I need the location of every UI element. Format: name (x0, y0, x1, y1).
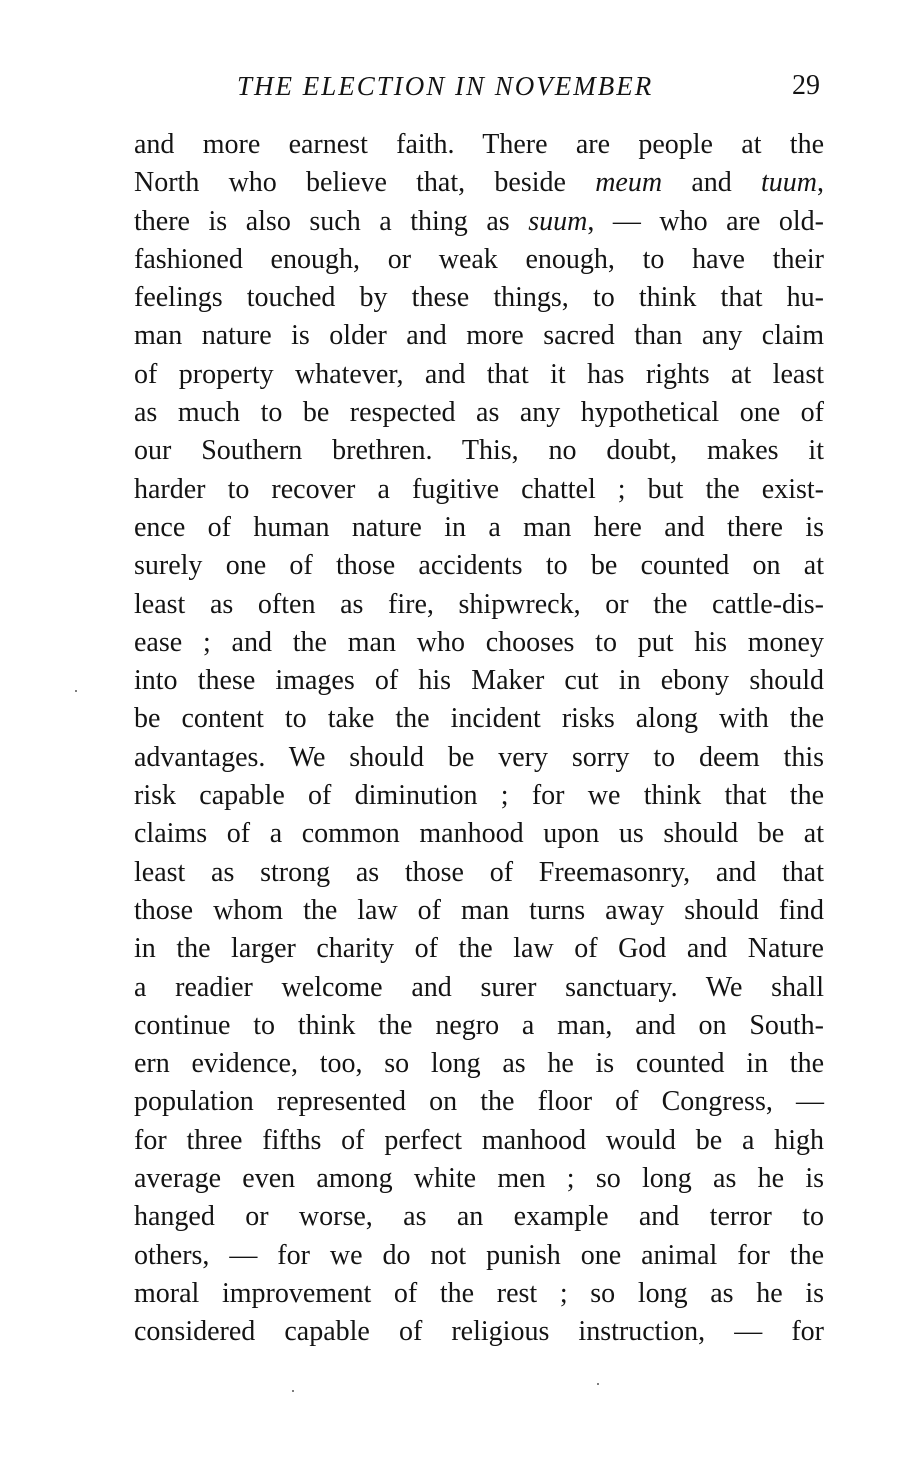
text-line (134, 509, 824, 547)
text-line (134, 1313, 824, 1351)
text-segment: our Southern brethren. This, no doubt, makes it (134, 435, 824, 467)
text-line (134, 1237, 824, 1275)
text-line (134, 1007, 824, 1045)
text-line (134, 1160, 824, 1198)
text-line (134, 126, 824, 164)
text-line (134, 1083, 824, 1121)
text-line (134, 1122, 824, 1160)
text-segment: , — who are old- (587, 205, 824, 237)
text-line (134, 739, 824, 777)
paper-speck (597, 1383, 599, 1385)
text-line (134, 854, 824, 892)
italic-word: tuum (761, 167, 817, 199)
running-title: THE ELECTION IN NOVEMBER (237, 71, 654, 101)
text-segment: least as often as fire, shipwreck, or the cattle-dis- (134, 588, 824, 620)
text-segment: fashioned enough, or weak enough, to have their (134, 243, 824, 275)
running-head (134, 66, 824, 106)
text-segment: feelings touched by these things, to think that hu- (134, 282, 824, 314)
paper-speck (292, 1390, 294, 1392)
text-segment: surely one of those accidents to be counted on at (134, 550, 824, 582)
text-line (134, 203, 824, 241)
text-line (134, 317, 824, 355)
text-segment: others, — for we do not punish one animal for the (134, 1239, 824, 1271)
text-segment: man nature is older and more sacred than any claim (134, 320, 824, 352)
text-line (134, 662, 824, 700)
text-segment: a readier welcome and surer sanctuary. We shall (134, 971, 824, 1003)
text-line (134, 930, 824, 968)
text-line (134, 586, 824, 624)
text-line (134, 241, 824, 279)
text-segment: be content to take the incident risks along with the (134, 703, 824, 735)
text-segment: hanged or worse, as an example and terror to (134, 1201, 824, 1233)
text-segment: North who believe that, beside (134, 167, 596, 199)
text-line (134, 1045, 824, 1083)
text-line (134, 432, 824, 470)
text-segment: there is also such a thing as (134, 205, 529, 237)
text-segment: advantages. We should be very sorry to deem this (134, 741, 824, 773)
text-segment: ence of human nature in a man here and there is (134, 511, 824, 543)
text-line (134, 815, 824, 853)
text-line (134, 356, 824, 394)
text-segment: harder to recover a fugitive chattel ; but the exist- (134, 473, 824, 505)
text-segment: and (662, 167, 761, 199)
text-segment: average even among white men ; so long as he is (134, 1163, 824, 1195)
text-segment: population represented on the floor of Congress, — (134, 1086, 824, 1118)
text-segment: continue to think the negro a man, and on South- (134, 1009, 824, 1041)
text-segment: for three fifths of perfect manhood would be a high (134, 1124, 824, 1156)
text-line (134, 164, 824, 202)
page-number: 29 (792, 70, 820, 101)
text-line (134, 471, 824, 509)
text-segment: of property whatever, and that it has rights at least (134, 358, 824, 390)
text-segment: risk capable of diminution ; for we think that the (134, 780, 824, 812)
text-line (134, 547, 824, 585)
text-line (134, 777, 824, 815)
text-segment: those whom the law of man turns away should find (134, 894, 824, 926)
text-segment: in the larger charity of the law of God and Nature (134, 933, 824, 965)
text-line (134, 1275, 824, 1313)
text-segment: least as strong as those of Freemasonry, and that (134, 856, 824, 888)
text-line (134, 1198, 824, 1236)
paper-speck (75, 690, 77, 692)
text-segment: moral improvement of the rest ; so long as he is (134, 1277, 824, 1309)
text-line (134, 279, 824, 317)
text-segment: into these images of his Maker cut in ebony should (134, 665, 824, 697)
text-segment: , (817, 167, 824, 199)
text-line (134, 892, 824, 930)
text-segment: as much to be respected as any hypothetical one of (134, 397, 824, 429)
text-line (134, 624, 824, 662)
italic-word: suum (528, 205, 588, 237)
text-segment: considered capable of religious instruction, — for (134, 1316, 824, 1348)
text-segment: claims of a common manhood upon us should be at (134, 818, 824, 850)
text-segment: ease ; and the man who chooses to put his money (134, 626, 824, 658)
text-line (134, 394, 824, 432)
body-text (134, 126, 824, 1352)
text-segment: ern evidence, too, so long as he is counted in the (134, 1048, 824, 1080)
text-line (134, 700, 824, 738)
italic-word: meum (595, 167, 663, 199)
text-segment: and more earnest faith. There are people at the (134, 129, 824, 160)
text-line (134, 969, 824, 1007)
